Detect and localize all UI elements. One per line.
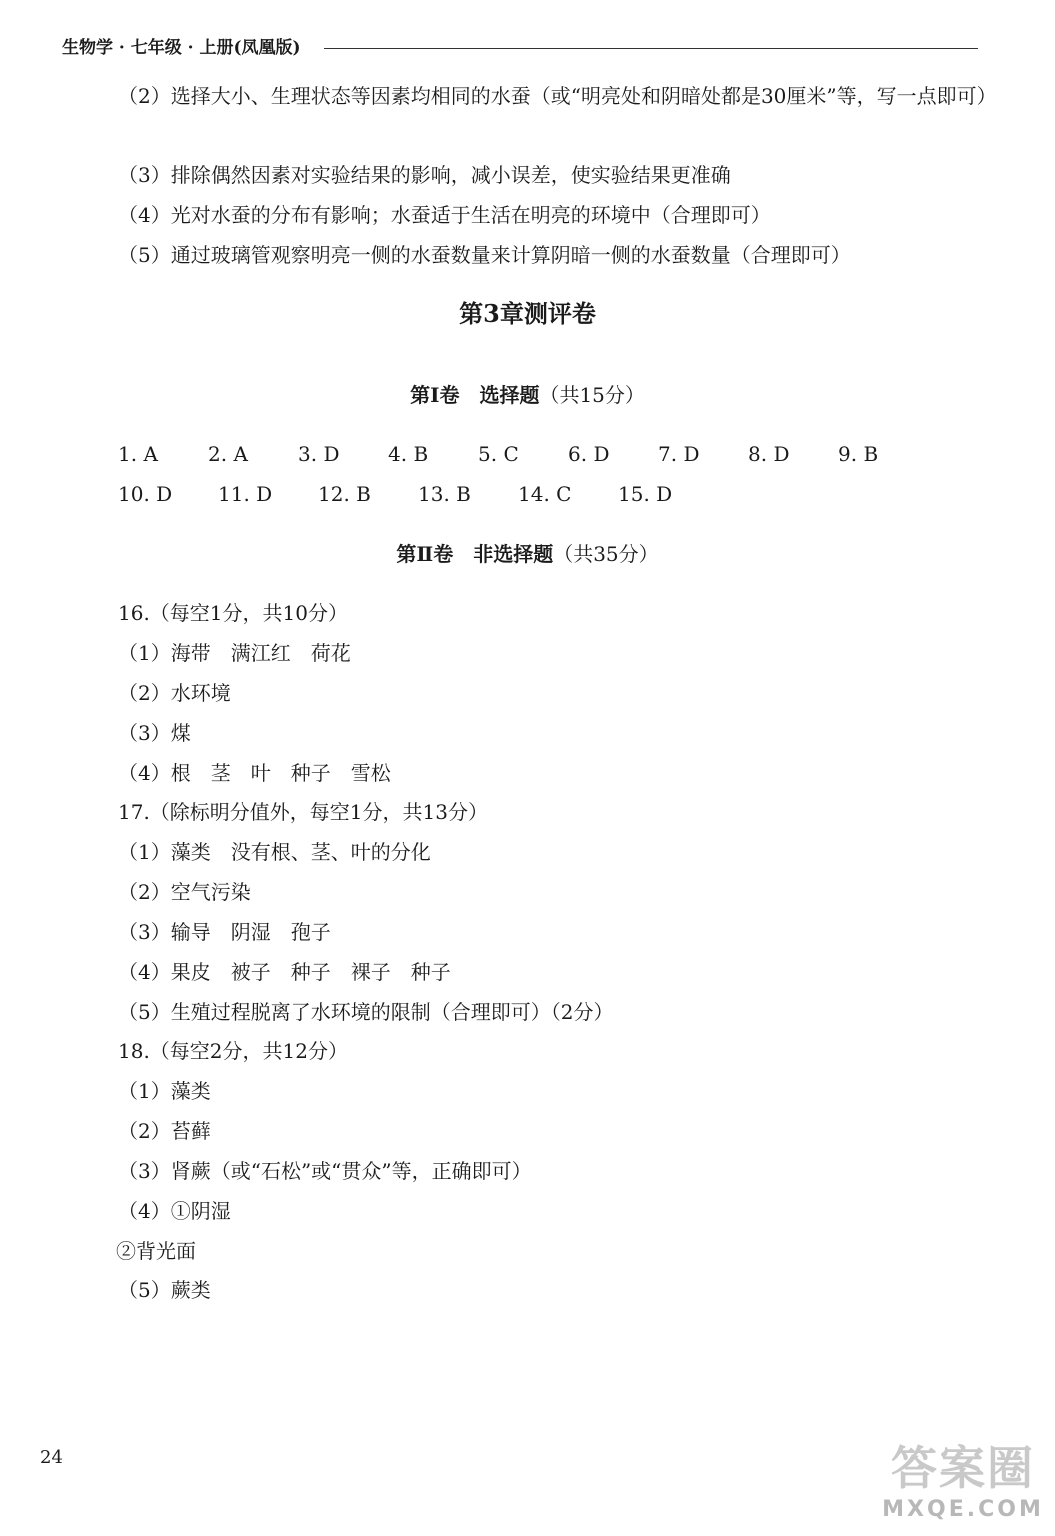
q16-answer-4: （4）根 茎 叶 种子 雪松 [118, 761, 391, 785]
site-watermark [878, 1440, 1048, 1530]
choice-answers-row-2 [118, 480, 918, 508]
q16-answer-1: （1）海带 满江红 荷花 [118, 641, 351, 665]
part2-subtitle: （共35分） [553, 542, 659, 566]
answer-item: 5. C [478, 442, 519, 466]
q16-answer-2: （2）水环境 [118, 681, 231, 705]
q18-answer-1: （1）藻类 [118, 1079, 211, 1103]
watermark-logo-text: 答案圈 [891, 1441, 1035, 1495]
answer-item: 6. D [568, 442, 610, 466]
q18-answer-3: （3）肾蕨（或“石松”或“贯众”等，正确即可） [118, 1159, 532, 1183]
answer-item: 14. C [518, 482, 572, 506]
answer-item: 8. D [748, 442, 790, 466]
answer-item: 2. A [208, 442, 248, 466]
header-title: 生物学 · 七年级 · 上册(凤凰版) [62, 38, 301, 58]
answer-item: 13. B [418, 482, 471, 506]
answer-item: 3. D [298, 442, 340, 466]
q17-answer-4: （4）果皮 被子 种子 裸子 种子 [118, 960, 451, 984]
prev-answer-4: （4）光对水蚕的分布有影响；水蚕适于生活在明亮的环境中（合理即可） [118, 203, 771, 227]
q16-answer-3: （3）煤 [118, 721, 191, 745]
part2-title: 第Ⅱ卷 非选择题 [396, 542, 554, 566]
prev-answer-5: （5）通过玻璃管观察明亮一侧的水蚕数量来计算阴暗一侧的水蚕数量（合理即可） [118, 243, 851, 267]
q18-answer-4-sub: ②背光面 [116, 1239, 196, 1263]
choice-answers-row-1 [118, 440, 918, 468]
answer-item: 12. B [318, 482, 371, 506]
answer-item: 15. D [618, 482, 673, 506]
q16-header: 16.（每空1分，共10分） [118, 601, 348, 625]
q17-header: 17.（除标明分值外，每空1分，共13分） [118, 800, 488, 824]
answer-item: 1. A [118, 442, 158, 466]
part1-heading [0, 381, 1055, 409]
q17-answer-1: （1）藻类 没有根、茎、叶的分化 [118, 840, 431, 864]
chapter-title: 第3章测评卷 [459, 299, 596, 328]
prev-answer-3: （3）排除偶然因素对实验结果的影响，减小误差，使实验结果更准确 [118, 163, 731, 187]
q18-answer-5: （5）蕨类 [118, 1278, 211, 1302]
prev-answer-2: （2）选择大小、生理状态等因素均相同的水蚕（或“明亮处和阴暗处都是30厘米”等，写一点即可） [118, 84, 997, 108]
answer-item: 10. D [118, 482, 173, 506]
q18-answer-4: （4）①阴湿 [118, 1199, 231, 1223]
part1-title: 第Ⅰ卷 选择题 [410, 383, 540, 407]
q18-answer-2: （2）苔藓 [118, 1119, 211, 1143]
running-header [62, 36, 978, 66]
header-rule [324, 48, 978, 49]
answer-item: 9. B [838, 442, 879, 466]
q17-answer-3: （3）输导 阴湿 孢子 [118, 920, 331, 944]
page-number: 24 [40, 1447, 63, 1468]
q17-answer-2: （2）空气污染 [118, 880, 251, 904]
watermark-url: MXQE.COM [882, 1497, 1044, 1522]
answer-item: 7. D [658, 442, 700, 466]
answer-item: 11. D [218, 482, 273, 506]
q17-answer-5: （5）生殖过程脱离了水环境的限制（合理即可）（2分） [118, 1000, 614, 1024]
part1-subtitle: （共15分） [539, 383, 645, 407]
part2-heading [0, 540, 1055, 568]
answer-item: 4. B [388, 442, 429, 466]
q18-header: 18.（每空2分，共12分） [118, 1039, 348, 1063]
